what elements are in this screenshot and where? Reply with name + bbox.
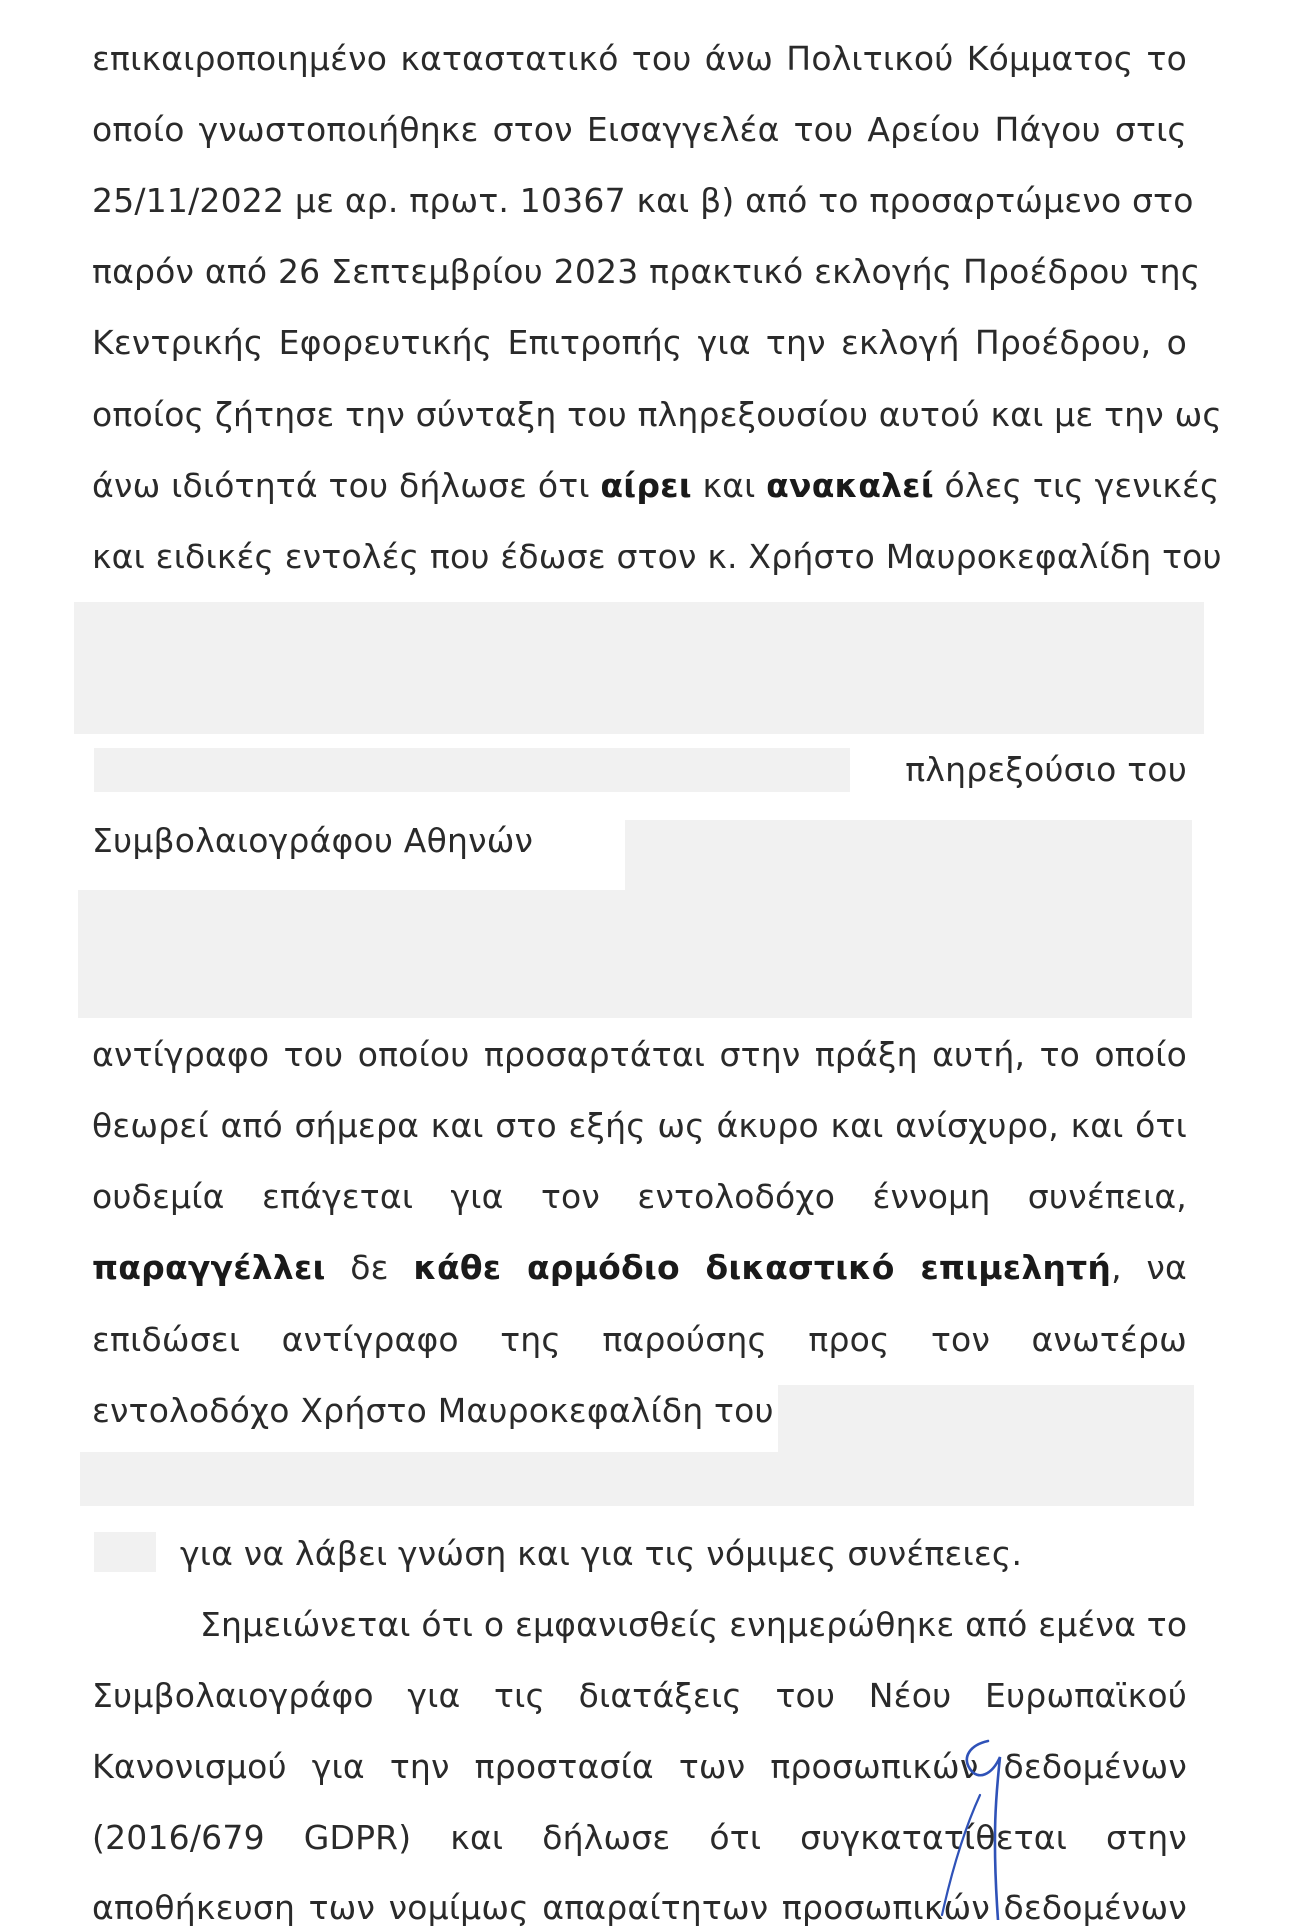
- redaction-block: [74, 602, 1204, 734]
- redaction-block: [94, 748, 850, 792]
- redaction-block: [778, 1385, 1194, 1455]
- text-line: Συμβολαιογράφου Αθηνών: [92, 821, 534, 860]
- text-line: Κεντρικής Εφορευτικής Επιτροπής για την εκλογή Προέδρου, ο: [92, 323, 1187, 362]
- text-line: Συμβολαιογράφο για τις διατάξεις του Νέου Ευρωπαϊκού: [92, 1676, 1187, 1715]
- text-line-indented: Σημειώνεται ότι ο εμφανισθείς ενημερώθηκε από εμένα το: [200, 1605, 1188, 1644]
- redaction-block: [625, 820, 1192, 892]
- text-line-orders: παραγγέλλει δε κάθε αρμόδιο δικαστικό επιμελητή, να: [92, 1248, 1188, 1287]
- text-line: θεωρεί από σήμερα και στο εξής ως άκυρο και ανίσχυρο, και ότι: [92, 1106, 1187, 1145]
- bold-term: παραγγέλλει: [92, 1248, 326, 1287]
- text-line: οποίο γνωστοποιήθηκε στον Εισαγγελέα του Αρείου Πάγου στις: [92, 110, 1187, 149]
- text-line-revokes: άνω ιδιότητά του δήλωσε ότι αίρει και ανακαλεί όλες τις γενικές: [92, 466, 1220, 505]
- redaction-block: [94, 1532, 156, 1572]
- text-line: και ειδικές εντολές που έδωσε στον κ. Χρήστο Μαυροκεφαλίδη του: [92, 537, 1222, 576]
- text-line: 25/11/2022 με αρ. πρωτ. 10367 και β) από το προσαρτώμενο στο: [92, 181, 1194, 220]
- signature-mark: [930, 1735, 1020, 1920]
- text-line: παρόν από 26 Σεπτεμβρίου 2023 πρακτικό εκλογής Προέδρου της: [92, 252, 1201, 291]
- bold-term: κάθε αρμόδιο δικαστικό επιμελητή: [413, 1248, 1112, 1287]
- bold-term: αίρει: [600, 466, 692, 505]
- text-line: πληρεξούσιο του: [905, 750, 1187, 789]
- text-line: για να λάβει γνώση και για τις νόμιμες συνέπειες.: [180, 1534, 1023, 1573]
- text-line: Κανονισμού για την προστασία των προσωπικών δεδομένων: [92, 1747, 1187, 1786]
- text-line: επιδώσει αντίγραφο της παρούσης προς τον ανωτέρω: [92, 1320, 1187, 1359]
- text-line: αντίγραφο του οποίου προσαρτάται στην πράξη αυτή, το οποίο: [92, 1035, 1187, 1074]
- text-line: οποίος ζήτησε την σύνταξη του πληρεξουσίου αυτού και με την ως: [92, 395, 1222, 434]
- redaction-block: [80, 1452, 1194, 1506]
- text-line: εντολοδόχο Χρήστο Μαυροκεφαλίδη του: [92, 1391, 774, 1430]
- bold-term: ανακαλεί: [766, 466, 934, 505]
- redaction-block: [78, 890, 1192, 1018]
- text-line: επικαιροποιημένο καταστατικό του άνω Πολιτικού Κόμματος το: [92, 39, 1187, 78]
- text-line: αποθήκευση των νομίμως απαραίτητων προσωπικών δεδομένων: [92, 1888, 1187, 1927]
- text-line: (2016/679 GDPR) και δήλωσε ότι συγκατατίθεται στην: [92, 1818, 1187, 1857]
- text-line: ουδεμία επάγεται για τον εντολοδόχο έννομη συνέπεια,: [92, 1177, 1187, 1216]
